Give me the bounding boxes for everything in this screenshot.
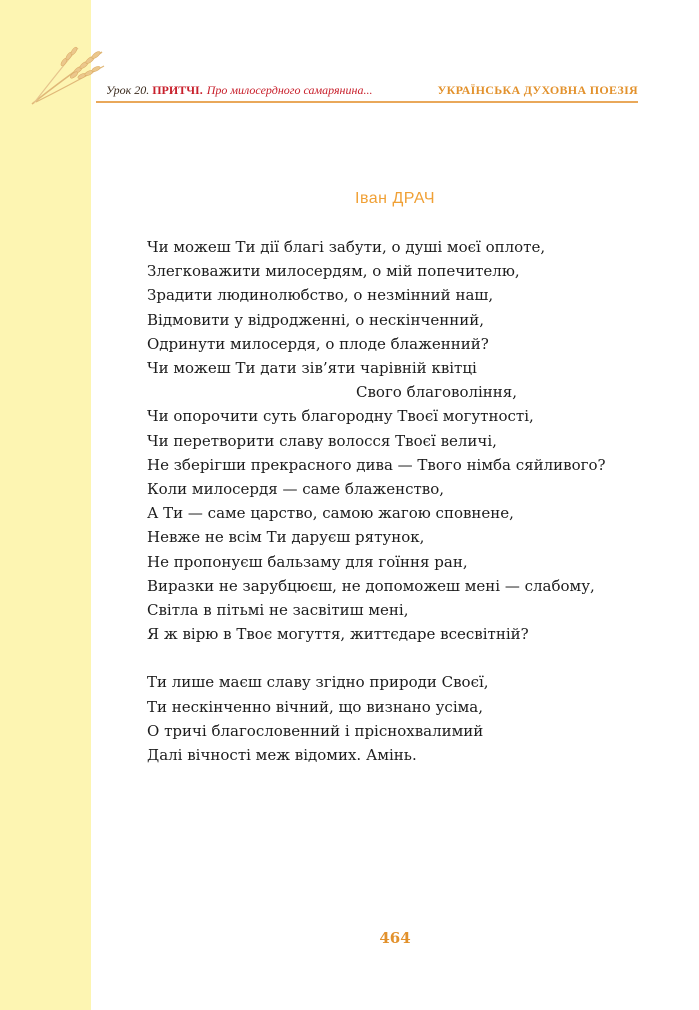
poem-line: Виразки не зарубцюєш, не допоможеш мені — слабому,: [147, 576, 595, 595]
poem-line: Далі вічності меж відомих. Амінь.: [147, 746, 417, 765]
poem-line: Відмовити у відродженні, о нескінченний,: [147, 310, 485, 329]
poem-line: Ти лише маєш славу згідно природи Своєї,: [147, 673, 489, 692]
section-title: УКРАЇНСЬКА ДУХОВНА ПОЕЗІЯ: [437, 83, 638, 97]
topic-label: ПРИТЧІ.: [152, 83, 203, 97]
poem-line: Одринути милосердя, о плоде блаженний?: [147, 334, 489, 353]
stanza-1: [147, 235, 637, 646]
topic-subtitle: Про милосердного самарянина...: [206, 83, 373, 97]
poem-line: Не пропонуєш бальзаму для гоїння ран,: [147, 552, 468, 571]
page-header: [106, 81, 638, 99]
poem-line: Світла в пітьмі не засвітиш мені,: [147, 601, 409, 620]
poem-line: Зрадити людинолюбство, о незмінний наш,: [147, 286, 494, 305]
wheat-icon: [28, 46, 106, 108]
lesson-number: Урок 20.: [106, 83, 150, 97]
poem-line: Ти нескінченно вічний, що визнано усіма,: [147, 697, 483, 716]
page-number: 464: [379, 929, 411, 947]
poem-line: Злегковажити милосердям, о мій попечителю,: [147, 262, 520, 281]
poem-line: Не зберігши прекрасного дива — Твого німба сяйливого?: [147, 455, 606, 474]
poem-line: Чи опорочити суть благородну Твоєї могутності,: [147, 407, 534, 426]
margin-strip: [0, 0, 91, 1010]
poem-line: А Ти — саме царство, самою жагою сповнене,: [147, 504, 514, 523]
poem-line: Чи перетворити славу волосся Твоєї величі,: [147, 431, 497, 450]
stanza-2: [147, 670, 637, 767]
poem-line: Невже не всім Ти даруєш рятунок,: [147, 528, 425, 547]
stanza-gap: [147, 646, 637, 670]
poem: [147, 235, 637, 767]
header-divider: [96, 101, 638, 103]
poem-line: О тричі благословенний і пріснохвалимий: [147, 721, 484, 740]
poem-line: Свого благовоління,: [356, 383, 518, 402]
poem-line: Чи можеш Ти дії благі забути, о душі моєї оплоте,: [147, 238, 546, 256]
author-name: Іван ДРАЧ: [355, 190, 435, 207]
poem-line: Я ж вірю в Твоє могуття, життєдаре всесвітній?: [147, 625, 529, 644]
poem-line: Чи можеш Ти дати зів’яти чарівній квітці: [147, 359, 477, 378]
poem-line: Коли милосердя — саме блаженство,: [147, 480, 445, 499]
